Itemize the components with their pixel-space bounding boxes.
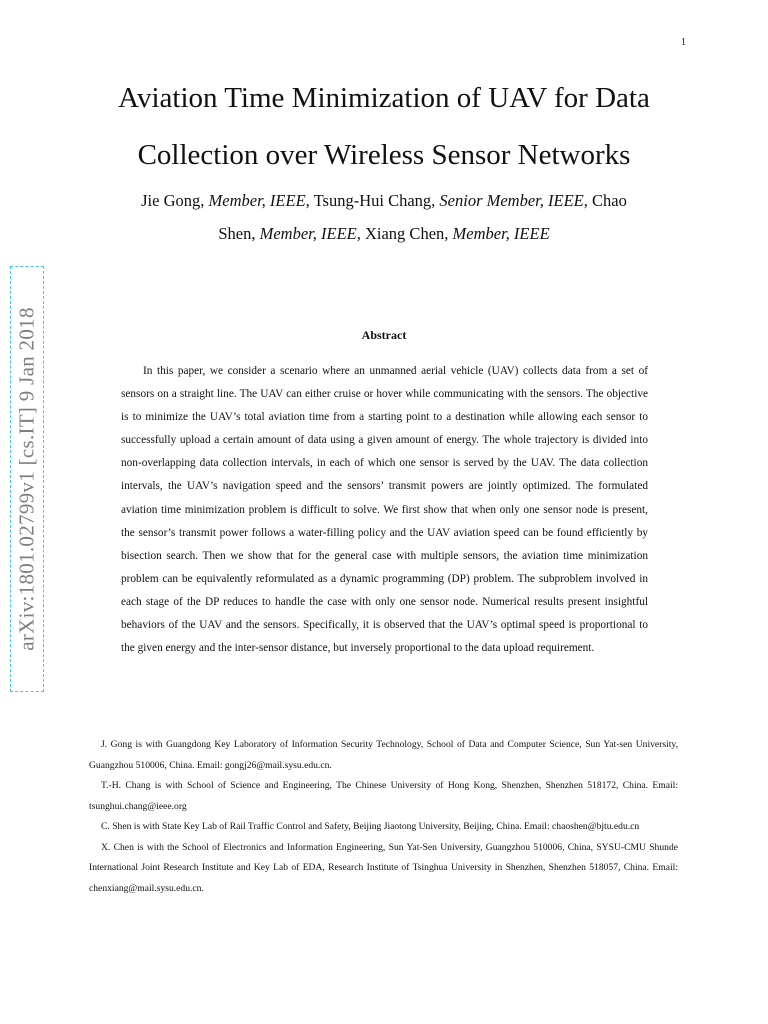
footnote-gong: J. Gong is with Guangdong Key Laboratory of Information Security Technology, School of Data and Computer Science, Sun Yat-sen University, Guangzhou 510006, China. Email: gongj26@mail.sysu.edu.cn. [89, 739, 678, 771]
footnote-chen: X. Chen is with the School of Electronics and Information Engineering, Sun Yat-Sen University, Guangzhou 510006, China, SYSU-CMU Shunde International Joint Research Institute and Key Lab of EDA, Research Institute of Tsinghua University in Shenzhen, Shenzhen 518057, China. Email: chenxiang@mail.sysu.edu.cn. [89, 841, 678, 894]
author-footnotes [89, 735, 678, 899]
page-number: 1 [681, 37, 686, 48]
author-affiliation-chen: Member, IEEE [452, 224, 550, 243]
author-list [100, 184, 668, 250]
author-affiliation-gong: Member, IEEE [208, 191, 306, 210]
arxiv-stamp-text: arXiv:1801.02799v1 [cs.IT] 9 Jan 2018 [14, 307, 39, 651]
author-line-2 [100, 217, 668, 250]
author-line-1 [100, 184, 668, 217]
author-affiliation-chang: Senior Member, IEEE [439, 191, 584, 210]
abstract-heading: Abstract [361, 328, 407, 342]
footnote-shen: C. Shen is with State Key Lab of Rail Traffic Control and Safety, Beijing Jiaotong University, Beijing, China. Email: chaoshen@bjtu.edu.cn [101, 821, 640, 832]
paper-title [84, 70, 684, 184]
author-affiliation-shen: Member, IEEE [259, 224, 357, 243]
footnote-chang: T.-H. Chang is with School of Science and Engineering, The Chinese University of Hong Kong, Shenzhen, Shenzhen 518172, China. Email: tsunghui.chang@ieee.org [89, 780, 678, 812]
title-line-2: Collection over Wireless Sensor Networks [137, 139, 631, 171]
author-name-gong: Jie Gong, [141, 191, 209, 210]
title-line-1: Aviation Time Minimization of UAV for Data [118, 82, 650, 114]
author-name-shen-part1: , Chao [583, 191, 627, 210]
author-name-chen: , Xiang Chen, [356, 224, 453, 243]
author-name-shen-part2: Shen, [218, 224, 260, 243]
abstract-body: In this paper, we consider a scenario where an unmanned aerial vehicle (UAV) collects data from a set of sensors on a straight line. The UAV can either cruise or hover while communicating with the sensors. The objective is to minimize the UAV’s total aviation time from a starting point to a destination while allowing each sensor to successfully upload a certain amount of data using a given amount of energy. The whole trajectory is divided into non-overlapping data collection intervals, in each of which one sensor is served by the UAV. The data collection intervals, the UAV’s navigation speed and the sensors’ transmit powers are jointly optimized. The formulated aviation time minimization problem is difficult to solve. We first show that when only one sensor node is present, the sensor’s transmit power follows a water-filling policy and the UAV aviation speed can be found efficiently by bisection search. Then we show that for the general case with multiple sensors, the aviation time minimization problem can be equivalently reformulated as a dynamic programming (DP) problem. The subproblem involved in each stage of the DP reduces to handle the case with only one sensor node. Numerical results present insightful behaviors of the UAV and the sensors. Specifically, it is observed that the UAV’s optimal speed is proportional to the given energy and the inter-sensor distance, but inversely proportional to the data upload requirement. [121, 365, 648, 655]
author-name-chang: , Tsung-Hui Chang, [305, 191, 440, 210]
arxiv-stamp[interactable] [10, 266, 44, 692]
